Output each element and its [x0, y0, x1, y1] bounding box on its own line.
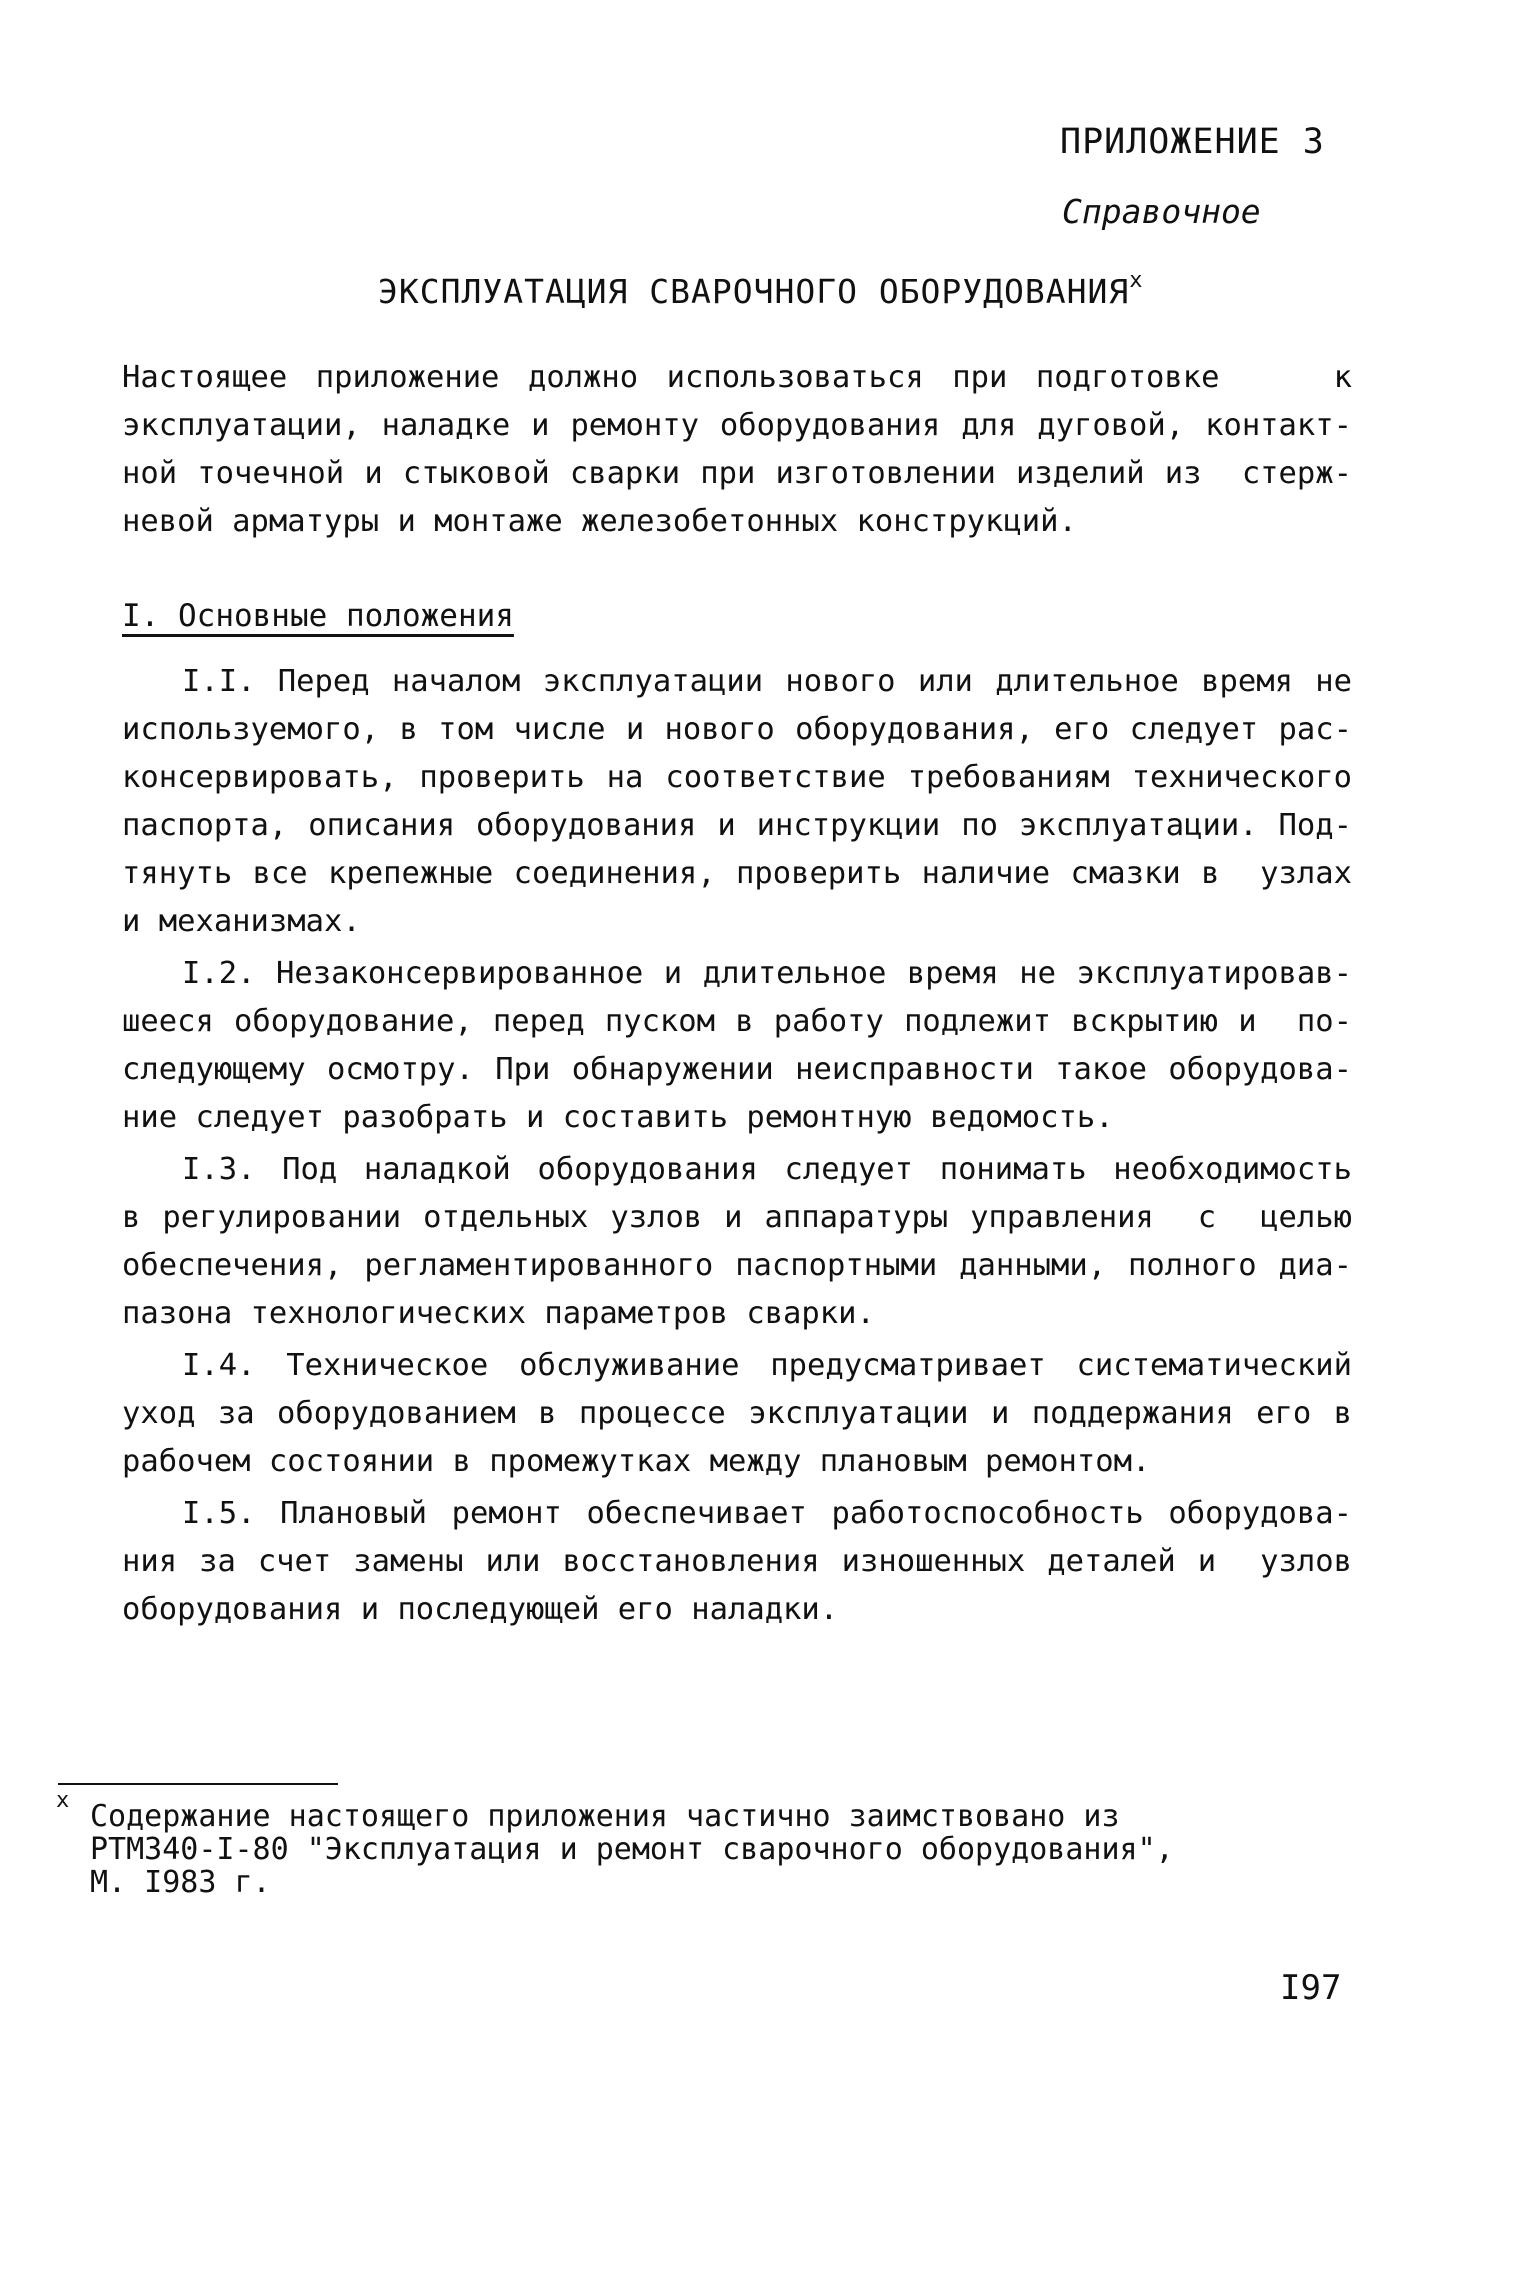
document-title	[378, 268, 1144, 311]
paragraph-line: оборудования и последующей его наладки.	[122, 1592, 839, 1627]
paragraph-line: уход за оборудованием в процессе эксплуатации и поддержания его в	[122, 1396, 1352, 1431]
paragraph-line: тянуть все крепежные соединения, проверить наличие смазки в узлах	[122, 856, 1352, 891]
paragraph-line: шееся оборудование, перед пуском в работу подлежит вскрытию и по-	[122, 1004, 1352, 1039]
footnote-reference-mark: x	[1129, 268, 1144, 293]
paragraph-line: ния за счет замены или восстановления изношенных деталей и узлов	[122, 1544, 1352, 1579]
footnote-line: Содержание настоящего приложения частично заимствовано из	[90, 1799, 1120, 1834]
paragraph-line: и механизмах.	[122, 904, 361, 939]
paragraph-line: ние следует разобрать и составить ремонтную ведомость.	[122, 1100, 1114, 1135]
paragraph-line: пазона технологических параметров сварки.	[122, 1296, 875, 1331]
intro-paragraph	[122, 354, 1352, 546]
section-body	[122, 658, 1352, 1638]
appendix-label: ПРИЛОЖЕНИЕ 3	[1060, 122, 1325, 162]
document-title-text: ЭКСПЛУАТАЦИЯ СВАРОЧНОГО ОБОРУДОВАНИЯ	[378, 272, 1130, 311]
footnote	[90, 1800, 1270, 1899]
paragraph-line: I.4. Техническое обслуживание предусматривает систематический	[182, 1348, 1352, 1383]
paragraph-line: I.3. Под наладкой оборудования следует понимать необходимость	[182, 1152, 1352, 1187]
paragraph-1-1	[122, 658, 1352, 946]
footnote-line: РТМ340-I-80 "Эксплуатация и ремонт сварочного оборудования",	[90, 1832, 1174, 1867]
paragraph-1-5	[122, 1490, 1352, 1634]
paragraph-line: I.5. Плановый ремонт обеспечивает работоспособность оборудова-	[182, 1496, 1352, 1531]
intro-line: эксплуатации, наладке и ремонту оборудования для дуговой, контакт-	[122, 408, 1352, 443]
footnote-line: М. I983 г.	[90, 1865, 271, 1900]
paragraph-line: обеспечения, регламентированного паспортными данными, полного диа-	[122, 1248, 1352, 1283]
paragraph-line: следующему осмотру. При обнаружении неисправности такое оборудова-	[122, 1052, 1352, 1087]
paragraph-line: I.I. Перед началом эксплуатации нового или длительное время не	[182, 664, 1352, 699]
paragraph-1-4	[122, 1342, 1352, 1486]
intro-line: Настоящее приложение должно использоваться при подготовке к	[122, 360, 1352, 395]
appendix-type: Справочное	[1062, 192, 1261, 231]
paragraph-line: консервировать, проверить на соответствие требованиям технического	[122, 760, 1352, 795]
paragraph-line: в регулировании отдельных узлов и аппаратуры управления с целью	[122, 1200, 1352, 1235]
paragraph-line: используемого, в том числе и нового оборудования, его следует рас-	[122, 712, 1352, 747]
footnote-divider	[58, 1783, 338, 1785]
section-heading: I. Основные положения	[122, 598, 514, 634]
footnote-mark: x	[56, 1788, 70, 1813]
paragraph-line: I.2. Незаконсервированное и длительное время не эксплуатировав-	[182, 956, 1352, 991]
intro-line: ной точечной и стыковой сварки при изготовлении изделий из стерж-	[122, 456, 1352, 491]
intro-line: невой арматуры и монтаже железобетонных конструкций.	[122, 504, 1077, 539]
paragraph-line: рабочем состоянии в промежутках между плановым ремонтом.	[122, 1444, 1151, 1479]
page-number: I97	[1280, 1968, 1342, 2008]
paragraph-line: паспорта, описания оборудования и инструкции по эксплуатации. Под-	[122, 808, 1352, 843]
paragraph-1-2	[122, 950, 1352, 1142]
paragraph-1-3	[122, 1146, 1352, 1338]
